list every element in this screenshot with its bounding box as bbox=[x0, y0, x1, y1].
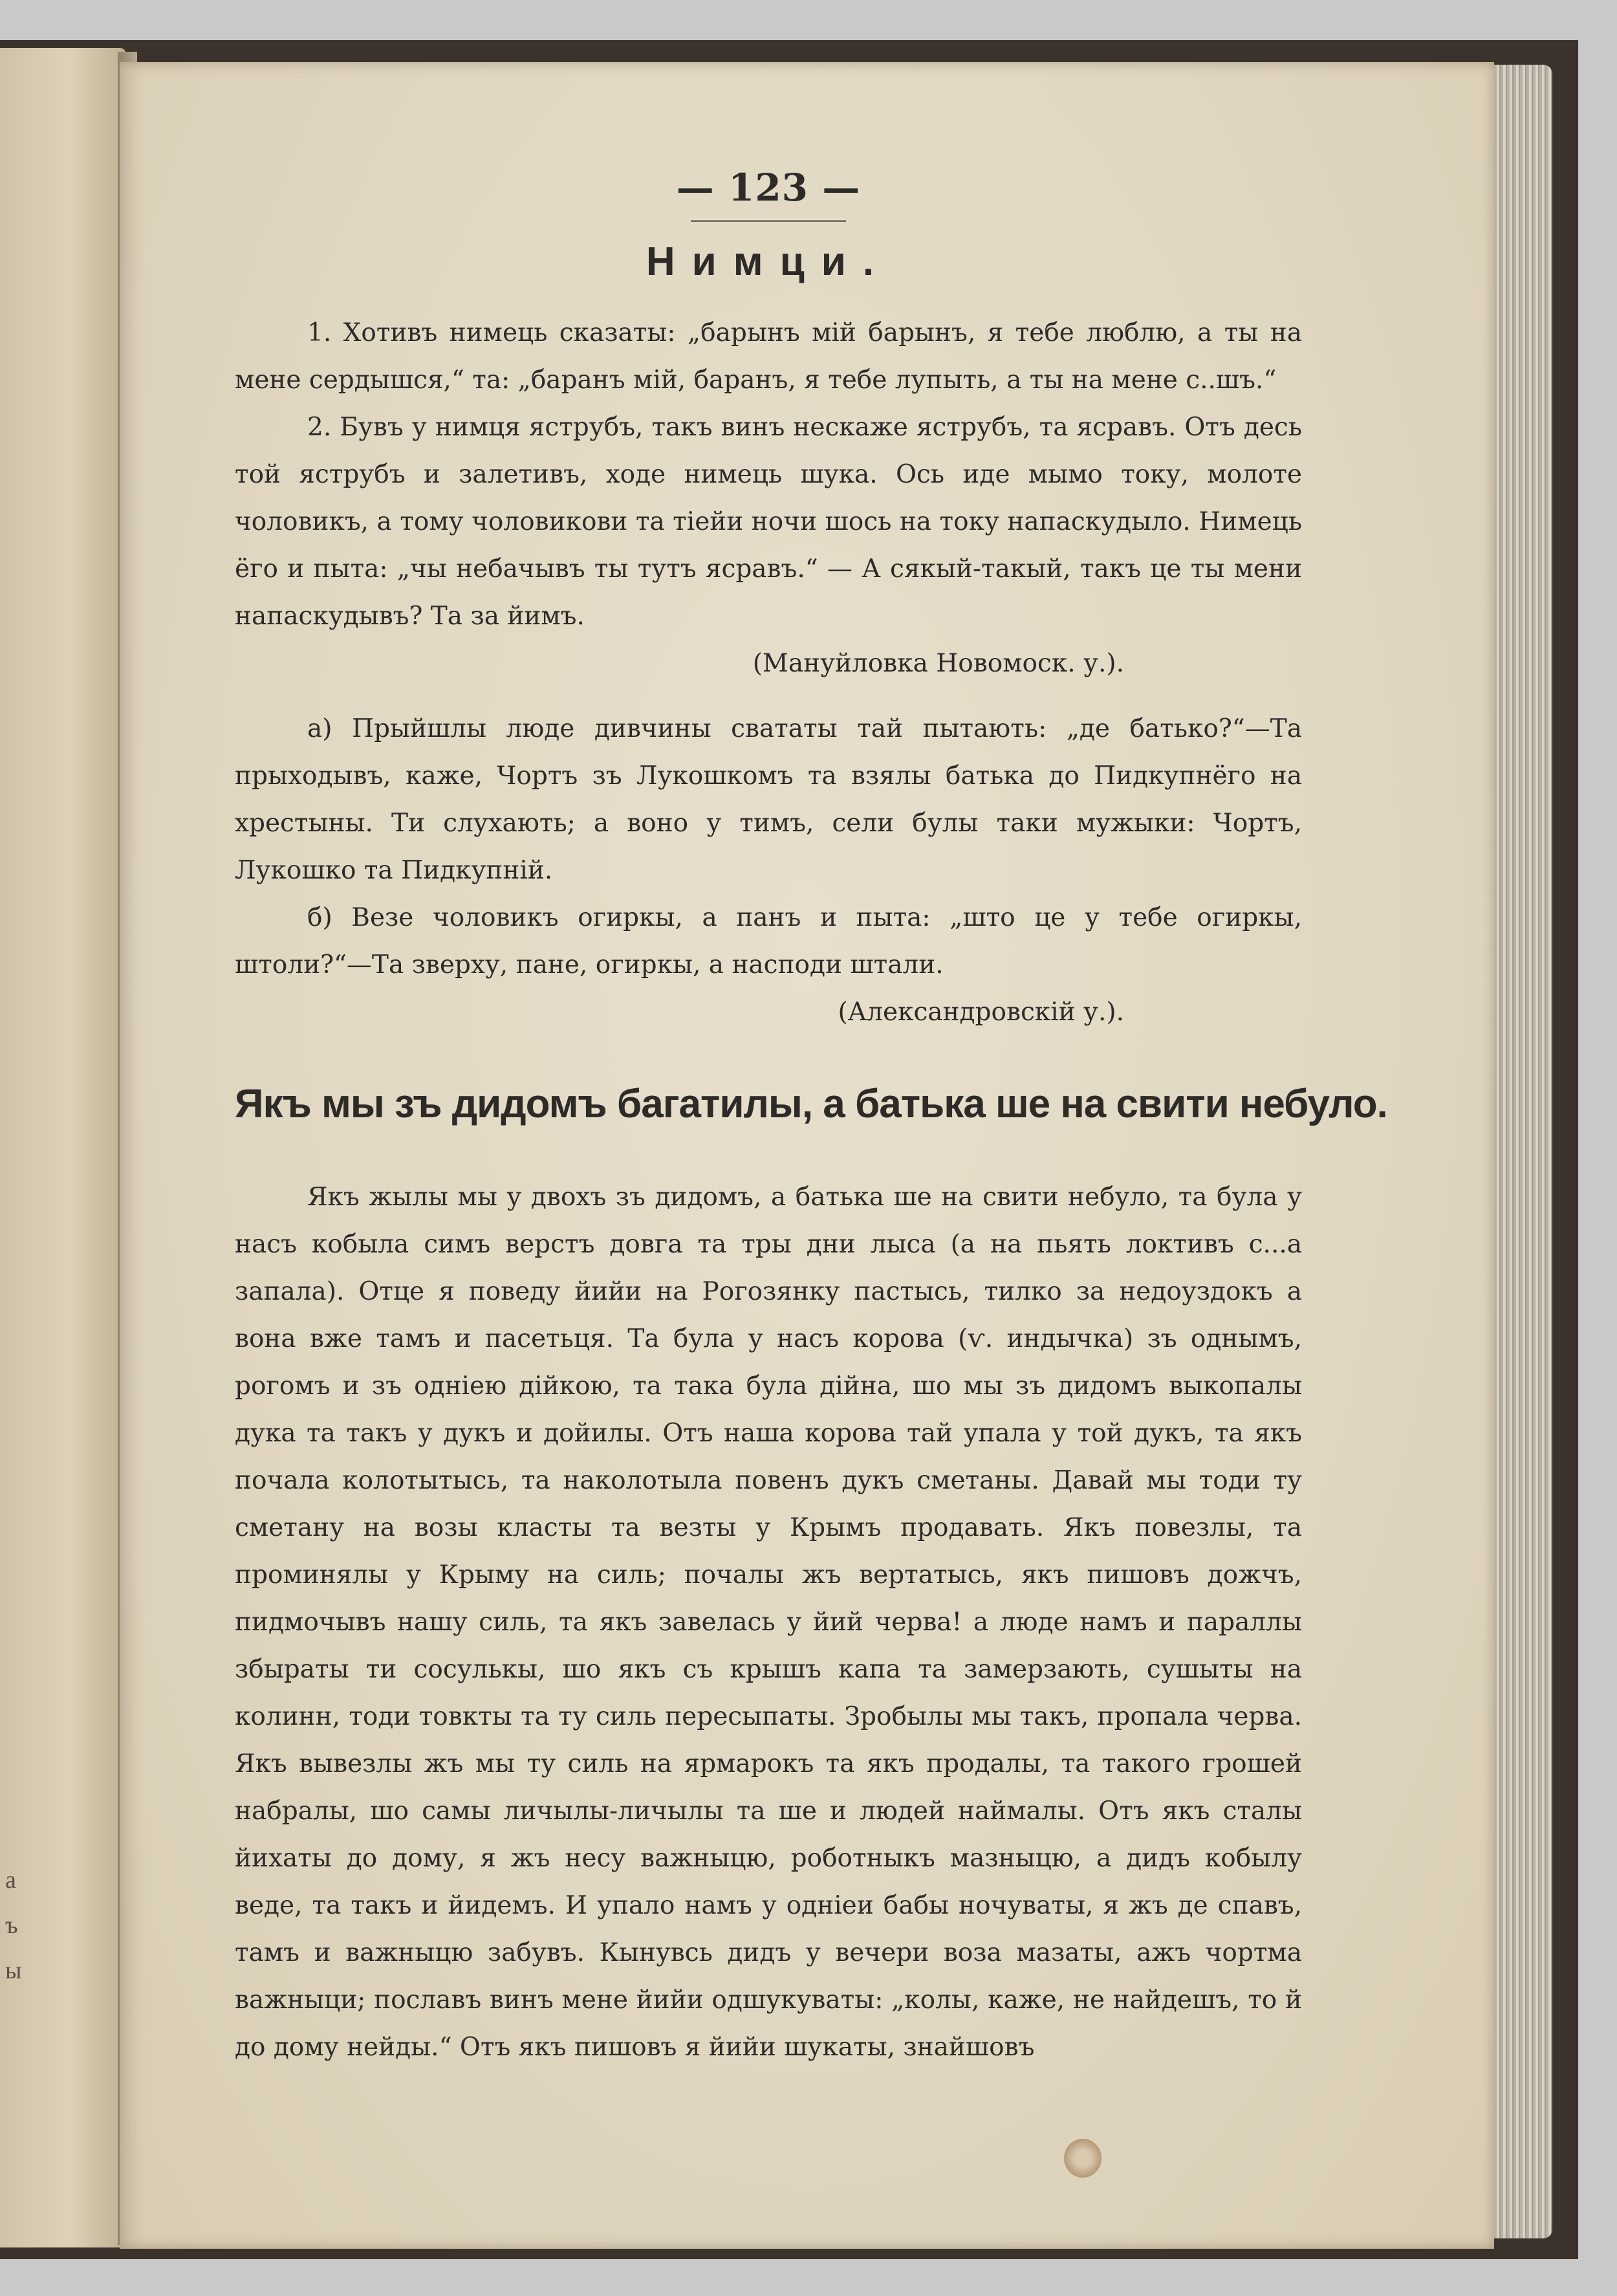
source-note-1: (Мануйловка Новомоск. у.). bbox=[752, 649, 1124, 678]
paper-stain bbox=[1064, 2139, 1102, 2178]
page-number-rule bbox=[691, 213, 846, 222]
left-page-edge bbox=[0, 48, 126, 2247]
paragraph-1: 1. Хотивъ нимець сказаты: „барынъ мій барынъ, я тебе люблю, а ты на мене сердышся,“ та: „баранъ мій, баранъ, я тебе лупыть, а ты на мене с..шъ.“ bbox=[235, 318, 1302, 395]
paragraph-a: а) Прыйшлы люде дивчины свататы тай пытають: „де батько?“—Та прыходывъ, каже, Чортъ зъ Лукошкомъ та взялы батька до Пидкупнёго на хрестыны. Ти слухають; а воно у тимъ, сели булы таки мужыки: Чортъ, Лукошко та Пидкупній. bbox=[235, 714, 1302, 885]
left-page-fragment: а bbox=[5, 1866, 16, 1894]
paragraph-b: б) Везе чоловикъ огиркы, а панъ и пыта: „што це у тебе огиркы, штоли?“—Та зверху, пане, огиркы, а насподи штали. bbox=[235, 903, 1302, 979]
section-title-story: Якъ мы зъ дидомъ багатилы, а батька ше на свити небуло. bbox=[235, 1082, 1387, 1126]
source-note-2: (Александровскій у.). bbox=[838, 998, 1124, 1027]
book-page bbox=[120, 62, 1494, 2249]
section-title-nimtsi: Нимци. bbox=[646, 239, 891, 284]
left-page-fragment: ы bbox=[5, 1957, 22, 1984]
page-content bbox=[235, 166, 1387, 2071]
page-number: — 123 — bbox=[676, 166, 861, 210]
paragraph-2: 2. Бувъ у нимця яструбъ, такъ винъ нескаже яструбъ, та ясравъ. Отъ десь той яструбъ и залетивъ, ходе нимець шука. Ось иде мымо току, молоте чоловикъ, а тому чоловикови та тіейи ночи шось на току напаскудыло. Нимець ёго и пыта: „чы небачывъ ты тутъ ясравъ.“ — А сякый-такый, такъ це ты мени напаскудывъ? Та за йимъ. bbox=[235, 413, 1302, 631]
story-paragraph: Якъ жылы мы у двохъ зъ дидомъ, а батька ше на свити небуло, та була у насъ кобыла симъ верстъ довга та тры дни лыса (а на пьять локтивъ с...а запала). Отце я поведу йийи на Рогозянку пастысь, тилко за недоуздокъ а вона вже тамъ и пасетьця. Та була у насъ корова (ѵ. индычка) зъ однымъ, рогомъ и зъ одніею дійкою, та така була дійна, шо мы зъ дидомъ выкопалы дука та такъ у дукъ и дойилы. Отъ наша корова тай упала у той дукъ, та якъ почала колотытысь, та наколотыла повенъ дукъ сметаны. Давай мы тоди ту сметану на возы класты та везты у Крымъ продавать. Якъ повезлы, та проминялы у Крыму на силь; почалы жъ вертатысь, якъ пишовъ дожчъ, пидмочывъ нашу силь, та якъ завелась у йий черва! а люде намъ и параллы збыраты ти сосулькы, шо якъ съ крышъ капа та замерзають, сушыты на колинн, тоди товкты та ту силь пересыпаты. Зробылы мы такъ, пропала черва. Якъ вывезлы жъ мы ту силь на ярмарокъ та якъ продалы, та такого грошей набралы, шо самы личылы-личылы та ше и людей наймалы. Отъ якъ сталы йихаты до дому, я жъ несу важныцю, роботныкъ мазныцю, а дидъ кобылу веде, та такъ и йидемъ. И упало намъ у одніеи бабы ночуваты, я жъ де спавъ, тамъ и важныцю забувъ. Кынувсь дидъ у вечери воза мазаты, ажъ чортма важныци; пославъ винъ мене йийи одшукуваты: „колы, каже, не найдешъ, то й до дому нейды.“ Отъ якъ пишовъ я йийи шукаты, знайшовъ bbox=[235, 1183, 1302, 2062]
left-page-fragment: ъ bbox=[5, 1912, 18, 1939]
